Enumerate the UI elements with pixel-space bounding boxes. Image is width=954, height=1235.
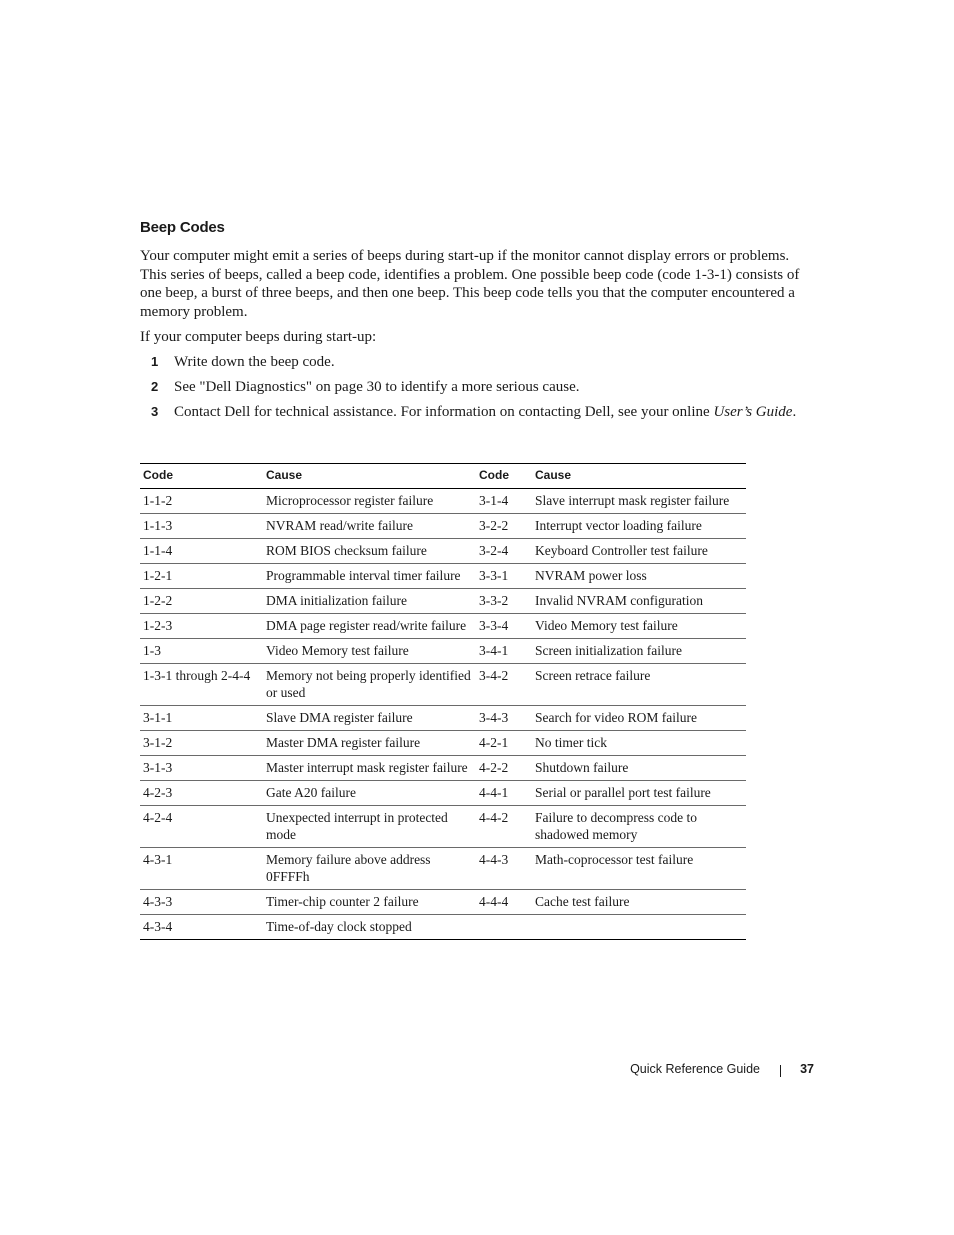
code-cell: 3-1-2 <box>140 731 263 756</box>
code-cell: 1-3-1 through 2-4-4 <box>140 664 263 706</box>
lead-sentence: If your computer beeps during start-up: <box>140 329 377 345</box>
footer-separator <box>780 1065 781 1077</box>
code-cell: 4-2-1 <box>476 731 532 756</box>
step-number: 3 <box>151 404 159 419</box>
cause-cell: Memory not being properly identified or used <box>263 664 476 706</box>
table-row <box>140 781 746 806</box>
table-row <box>140 731 746 756</box>
table-row <box>140 514 746 539</box>
table-row <box>140 489 746 514</box>
cause-cell: Gate A20 failure <box>263 781 476 806</box>
code-cell: 3-2-2 <box>476 514 532 539</box>
cause-cell: Master interrupt mask register failure <box>263 756 476 781</box>
cause-cell: Screen initialization failure <box>532 639 746 664</box>
column-header: Code <box>476 464 532 489</box>
code-cell: 3-1-1 <box>140 706 263 731</box>
cause-cell: NVRAM read/write failure <box>263 514 476 539</box>
table-row <box>140 589 746 614</box>
code-cell: 4-4-3 <box>476 848 532 890</box>
cause-cell: Cache test failure <box>532 890 746 915</box>
cause-cell: Video Memory test failure <box>532 614 746 639</box>
table-row <box>140 539 746 564</box>
page-footer <box>560 1062 816 1080</box>
cause-cell: Shutdown failure <box>532 756 746 781</box>
table-row <box>140 706 746 731</box>
table-header-row <box>140 464 746 489</box>
code-cell: 4-3-3 <box>140 890 263 915</box>
code-cell: 4-2-2 <box>476 756 532 781</box>
table-row <box>140 664 746 706</box>
cause-cell: Timer-chip counter 2 failure <box>263 890 476 915</box>
step-text: See "Dell Diagnostics" on page 30 to identify a more serious cause. <box>174 379 580 395</box>
cause-cell: ROM BIOS checksum failure <box>263 539 476 564</box>
step-item <box>140 403 800 422</box>
code-cell: 3-1-4 <box>476 489 532 514</box>
code-cell: 1-2-3 <box>140 614 263 639</box>
cause-cell: Video Memory test failure <box>263 639 476 664</box>
code-cell: 3-3-1 <box>476 564 532 589</box>
table-row <box>140 639 746 664</box>
step-number: 2 <box>151 379 159 394</box>
cause-cell: DMA page register read/write failure <box>263 614 476 639</box>
code-cell: 3-3-2 <box>476 589 532 614</box>
code-cell: 3-2-4 <box>476 539 532 564</box>
cause-cell: Interrupt vector loading failure <box>532 514 746 539</box>
cause-cell: Keyboard Controller test failure <box>532 539 746 564</box>
cause-cell: DMA initialization failure <box>263 589 476 614</box>
cause-cell: Master DMA register failure <box>263 731 476 756</box>
cause-cell: Invalid NVRAM configuration <box>532 589 746 614</box>
beep-code-table <box>140 463 746 940</box>
code-cell: 4-2-4 <box>140 806 263 848</box>
step-item <box>140 378 800 397</box>
cause-cell <box>532 915 746 940</box>
code-cell: 1-1-2 <box>140 489 263 514</box>
cause-cell: Time-of-day clock stopped <box>263 915 476 940</box>
code-cell: 1-3 <box>140 639 263 664</box>
code-cell: 3-4-3 <box>476 706 532 731</box>
section-title: Beep Codes <box>140 219 225 236</box>
step-text: Contact Dell for technical assistance. For information on contacting Dell, see your online <box>174 404 714 420</box>
code-cell: 1-1-3 <box>140 514 263 539</box>
cause-cell: Slave DMA register failure <box>263 706 476 731</box>
table-row <box>140 564 746 589</box>
table-row <box>140 890 746 915</box>
step-text: Write down the beep code. <box>174 354 335 370</box>
code-cell: 3-3-4 <box>476 614 532 639</box>
code-cell: 4-4-4 <box>476 890 532 915</box>
code-cell: 1-1-4 <box>140 539 263 564</box>
step-number: 1 <box>151 354 159 369</box>
cause-cell: Microprocessor register failure <box>263 489 476 514</box>
cause-cell: Serial or parallel port test failure <box>532 781 746 806</box>
code-cell: 3-4-2 <box>476 664 532 706</box>
table-row <box>140 614 746 639</box>
table-row <box>140 848 746 890</box>
code-cell: 4-3-1 <box>140 848 263 890</box>
step-item <box>140 353 800 372</box>
table-row <box>140 806 746 848</box>
cause-cell: Unexpected interrupt in protected mode <box>263 806 476 848</box>
code-cell: 3-1-3 <box>140 756 263 781</box>
intro-paragraph: Your computer might emit a series of beeps during start-up if the monitor cannot display errors or problems. This series of beeps, called a beep code, identifies a problem. One possible beep code (code 1-3-1) consists of one beep, a burst of three beeps, and then one beep. This beep code tells you that the computer encountered a memory problem. <box>140 248 800 321</box>
cause-cell: Math-coprocessor test failure <box>532 848 746 890</box>
code-cell: 4-4-2 <box>476 806 532 848</box>
page-number: 37 <box>800 1062 814 1076</box>
code-cell: 1-2-1 <box>140 564 263 589</box>
code-cell: 4-3-4 <box>140 915 263 940</box>
cause-cell: NVRAM power loss <box>532 564 746 589</box>
table-row <box>140 915 746 940</box>
code-cell: 3-4-1 <box>476 639 532 664</box>
cause-cell: Memory failure above address 0FFFFh <box>263 848 476 890</box>
footer-label: Quick Reference Guide <box>630 1062 760 1076</box>
cause-cell: No timer tick <box>532 731 746 756</box>
code-cell: 4-2-3 <box>140 781 263 806</box>
step-text-tail: . <box>792 404 797 420</box>
cause-cell: Screen retrace failure <box>532 664 746 706</box>
cause-cell: Failure to decompress code to shadowed memory <box>532 806 746 848</box>
code-cell: 1-2-2 <box>140 589 263 614</box>
users-guide-reference: User’s Guide <box>713 404 793 420</box>
table-body <box>140 489 746 940</box>
cause-cell: Slave interrupt mask register failure <box>532 489 746 514</box>
column-header: Cause <box>263 464 476 489</box>
cause-cell: Programmable interval timer failure <box>263 564 476 589</box>
column-header: Cause <box>532 464 746 489</box>
steps-list <box>140 353 800 428</box>
code-cell: 4-4-1 <box>476 781 532 806</box>
table-row <box>140 756 746 781</box>
cause-cell: Search for video ROM failure <box>532 706 746 731</box>
column-header: Code <box>140 464 263 489</box>
code-cell <box>476 915 532 940</box>
